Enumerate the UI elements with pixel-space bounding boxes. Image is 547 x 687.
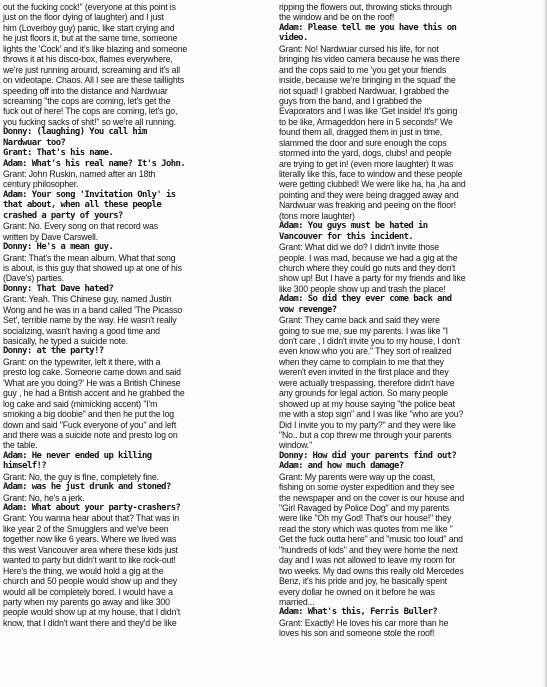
right-text-line: the newspaper and on the cover is our house and bbox=[279, 492, 465, 503]
right-text-line: and the cops said to me 'you get your friends bbox=[279, 64, 447, 75]
right-text-line: showed up at my house saying "the police beat bbox=[279, 398, 455, 409]
right-text-line: window." bbox=[279, 440, 313, 451]
page-edge-shadow bbox=[543, 0, 547, 687]
left-question-line: Donny: at the party!? bbox=[3, 346, 104, 357]
right-text-line: church where they could go nuts and they don't bbox=[279, 262, 456, 273]
left-text-line: 'What are you doing?' He was a British Chinese bbox=[3, 377, 181, 388]
right-text-line: pointing and they were being dragged away and bbox=[279, 189, 459, 200]
left-text-line: socializing, wasn't having a good time and bbox=[3, 325, 160, 336]
left-question-line: Adam: was he just drunk and stoned? bbox=[3, 482, 171, 493]
left-text-line: Grant: No, the guy is fine, completely fine. bbox=[3, 471, 159, 482]
left-text-line: is about, is this guy that showed up at one of his bbox=[3, 262, 182, 273]
right-text-line: are trying to get in! (even more laughter) It was bbox=[279, 158, 454, 169]
left-question-line: Donny: (laughing) You call him bbox=[3, 127, 147, 138]
left-text-line: Grant: No. Every song on that record was bbox=[3, 221, 158, 232]
right-text-line: don't care , I didn't invite you to my house, I don't bbox=[279, 336, 460, 346]
left-text-line: screaming "the cops are coming, let's get the bbox=[3, 95, 171, 106]
right-text-line: Grant: My parents were way up the coast, bbox=[279, 471, 435, 482]
right-text-line: married... bbox=[279, 596, 315, 607]
right-question-line: Adam: What's this, Ferris Buller? bbox=[279, 607, 438, 618]
right-question-line: Adam: You guys must be hated in bbox=[279, 221, 428, 232]
right-text-line: were like "Oh my God! That's our house!" they bbox=[279, 513, 452, 524]
right-text-line: people. I was mad, because we had a gig at the bbox=[279, 252, 458, 263]
right-text-line: going to sue me, sue my parents. I was like "I bbox=[279, 325, 448, 336]
left-text-line: speeding off into the distance and Nardwuar bbox=[3, 85, 168, 96]
left-text-line: church and 50 people would show up and they bbox=[3, 576, 178, 587]
right-text-line: day and I was not allowed to leave my room for bbox=[279, 555, 455, 566]
right-text-line: "hundreds of kids" and they were home the next bbox=[279, 544, 458, 555]
left-text-line: Here's the thing, we would hold a gig at the bbox=[3, 565, 164, 576]
left-text-line: log cake and said (mimicking accent) "I'm bbox=[3, 398, 158, 409]
left-text-line: Grant: Yeah. This Chinese guy, named Justin bbox=[3, 294, 172, 305]
left-text-line: like year 2 of the Smugglers and we've been bbox=[3, 523, 169, 534]
left-text-line: lights the 'Cock' and it's like blazing and someone bbox=[3, 43, 188, 54]
right-text-line: the window and be on the roof! bbox=[279, 12, 395, 23]
right-question-line: Adam: and how much damage? bbox=[279, 461, 404, 472]
right-text-line: stormed into the yard, dogs, clubs! and people bbox=[279, 148, 452, 159]
right-text-line: (tons more laughter) bbox=[279, 210, 355, 221]
right-text-line: Did I invite you to my party?" and they were like bbox=[279, 419, 456, 430]
right-text-line: Get the fuck outta here" and "music too loud" and bbox=[279, 534, 463, 545]
left-text-line: basically, he typed a suicide note. bbox=[3, 336, 128, 346]
left-text-line: Grant: on the typewriter, left it there, with a bbox=[3, 356, 161, 367]
right-text-line: Benz, it's his pride and joy, he basically spent bbox=[279, 576, 447, 587]
left-question-line: Adam: What's his real name? It's John. bbox=[3, 158, 186, 169]
right-text-line: ripping the flowers out, throwing sticks through bbox=[279, 2, 452, 12]
left-question-line: crashed a party of yours? bbox=[3, 210, 123, 221]
right-text-line: every dollar he owned on it before he was bbox=[279, 586, 435, 597]
left-text-line: Grant: That's the mean album. What that song bbox=[3, 252, 176, 263]
left-text-line: on videotape. Chaos. All I see are these taillights bbox=[3, 75, 185, 86]
left-text-line: would all be completely bored. I would have a bbox=[3, 586, 173, 597]
right-text-line: Grant: Exactly! He loves his car more than he bbox=[279, 617, 449, 628]
left-question-line: Adam: Your song 'Invitation Only' is bbox=[3, 189, 176, 200]
left-text-line: wanted to party but didn't want to like rock-out! bbox=[3, 555, 176, 566]
left-question-line: Donny: That Dave hated? bbox=[3, 283, 114, 294]
left-question-line: Adam: He never ended up killing bbox=[3, 450, 152, 461]
right-text-line: inside, because we're bringing in the squad' the bbox=[279, 75, 456, 86]
right-text-line: were getting clubbed! We were like ha, ha ,ha and bbox=[279, 179, 466, 190]
left-question-line: Grant: That's his name. bbox=[3, 148, 114, 159]
right-text-line: two weeks. My dad owns this really old Mercedes bbox=[279, 565, 464, 576]
right-text-line: found them all, dragged them in just in time, bbox=[279, 127, 442, 138]
right-question-line: Vancouver for this incident. bbox=[279, 231, 414, 242]
left-text-line: this west Vancouver area where these kids just bbox=[3, 544, 178, 555]
left-text-line: just on the floor dying of laughter) and I just bbox=[3, 12, 164, 23]
right-text-line: show up! But I have a party for my friends and like bbox=[279, 273, 466, 284]
left-text-line: together now like 6 years. Where we lived was bbox=[3, 534, 177, 545]
right-text-line: bringing his video camera because he was there bbox=[279, 54, 460, 65]
left-text-line: Grant: John Ruskin, named after an 18th bbox=[3, 169, 156, 179]
left-question-line: Adam: What about your party-crashers? bbox=[3, 503, 181, 513]
right-text-line: even know who you are." They sort of realized bbox=[279, 346, 452, 357]
right-text-line: fishing on some oyster expedition and they see bbox=[279, 482, 455, 493]
left-text-line: down and said "Fuck everyone of you" and left bbox=[3, 419, 177, 430]
left-text-line: you fucking sacks of shit!" so we're all running. bbox=[3, 116, 176, 127]
left-text-line: Set', terrible name by the way. He wasn't really bbox=[3, 315, 177, 326]
right-text-line: weren't even invited in the first place and they bbox=[279, 367, 449, 378]
right-question-line: Adam: So did they ever come back and bbox=[279, 294, 452, 305]
left-text-line: party when my parents go away and like 300 bbox=[3, 596, 170, 607]
right-text-line: any grounds for legal action. So many people bbox=[279, 388, 448, 399]
left-text-line: people would show up at my house, that I didn't bbox=[3, 607, 181, 618]
right-text-line: literally like this, face to window and these people bbox=[279, 169, 463, 179]
left-column bbox=[3, 2, 265, 628]
left-text-line: know, that I didn't want there and they'd be like bbox=[3, 617, 177, 628]
right-column bbox=[279, 2, 543, 639]
right-question-line: Adam: Please tell me you have this on bbox=[279, 22, 457, 33]
right-text-line: riot squad! I grabbed Nardwuar, I grabbed the bbox=[279, 85, 449, 96]
left-text-line: fuck out of here! The cops are coming, let's go, bbox=[3, 106, 178, 117]
left-text-line: presto log cake. Someone came down and said bbox=[3, 367, 181, 378]
right-question-line: vow revenge? bbox=[279, 304, 337, 315]
right-text-line: Nardwuar was freaking and peeing on the floor! bbox=[279, 200, 456, 211]
left-text-line: Grant: You wanna hear about that? That was in bbox=[3, 513, 179, 524]
right-question-line: Donny: How did your parents find out? bbox=[279, 450, 457, 461]
right-text-line: Evaporators and I was like 'Get inside! It's going bbox=[279, 106, 458, 117]
left-text-line: throws it at his disco-box, flames everywhere, bbox=[3, 54, 173, 65]
right-text-line: Grant: They came back and said they were bbox=[279, 315, 440, 326]
right-text-line: Grant: No! Nardwuar cursed his life, for not bbox=[279, 43, 439, 54]
left-text-line: the table. bbox=[3, 440, 38, 451]
left-text-line: guy , he had a British accent and he grabbed the bbox=[3, 388, 185, 399]
left-question-line: Donny: He's a mean guy. bbox=[3, 242, 114, 253]
right-text-line: "No.. but a cop threw me through your parents bbox=[279, 429, 452, 440]
left-text-line: out the fucking cock!" (everyone at this point is bbox=[3, 2, 176, 12]
right-text-line: "Girl Ravaged by Police Dog" and my parents bbox=[279, 503, 449, 513]
left-text-line: we're just running around, screaming and it's all bbox=[3, 64, 180, 75]
right-text-line: slammed the door and sure enough the cops bbox=[279, 137, 447, 148]
right-text-line: me with a stop sign" and I was like "who are you? bbox=[279, 409, 464, 420]
right-text-line: guys from the band, and I grabbed the bbox=[279, 95, 422, 106]
left-text-line: smoking a big doobie" and then he put the log bbox=[3, 409, 175, 420]
right-text-line: to be like, Armageddon here in 5 seconds!' We bbox=[279, 116, 453, 127]
left-text-line: him (Loverboy guy) panic, like start crying and bbox=[3, 22, 175, 33]
right-text-line: like 300 people show up and trash the place! bbox=[279, 283, 446, 294]
right-question-line: video. bbox=[279, 33, 308, 44]
right-text-line: loves his son and someone stole the roof! bbox=[279, 628, 435, 639]
left-question-line: himself!? bbox=[3, 461, 47, 472]
left-text-line: written by Dave Carswell. bbox=[3, 231, 98, 242]
right-text-line: read the story which was quotes from me like " bbox=[279, 523, 453, 534]
right-text-line: when they came to complain to me that they bbox=[279, 356, 444, 367]
left-question-line: that about, when all these people bbox=[3, 200, 162, 211]
left-text-line: he just floors it, but at the same time, someone bbox=[3, 33, 178, 44]
left-question-line: Nardwuar too? bbox=[3, 137, 66, 148]
left-text-line: Wong and he was in a band called 'The Picasso bbox=[3, 304, 183, 315]
left-text-line: Grant: No, he's a jerk. bbox=[3, 492, 85, 503]
right-text-line: Grant: What did we do? I didn't invite those bbox=[279, 242, 439, 253]
right-text-line: were actually trespassing, therefore didn't have bbox=[279, 377, 455, 388]
left-text-line: and there was a suicide note and presto log on bbox=[3, 429, 178, 440]
left-text-line: century philosopher. bbox=[3, 179, 79, 190]
left-text-line: (Dave's) parties. bbox=[3, 273, 64, 284]
